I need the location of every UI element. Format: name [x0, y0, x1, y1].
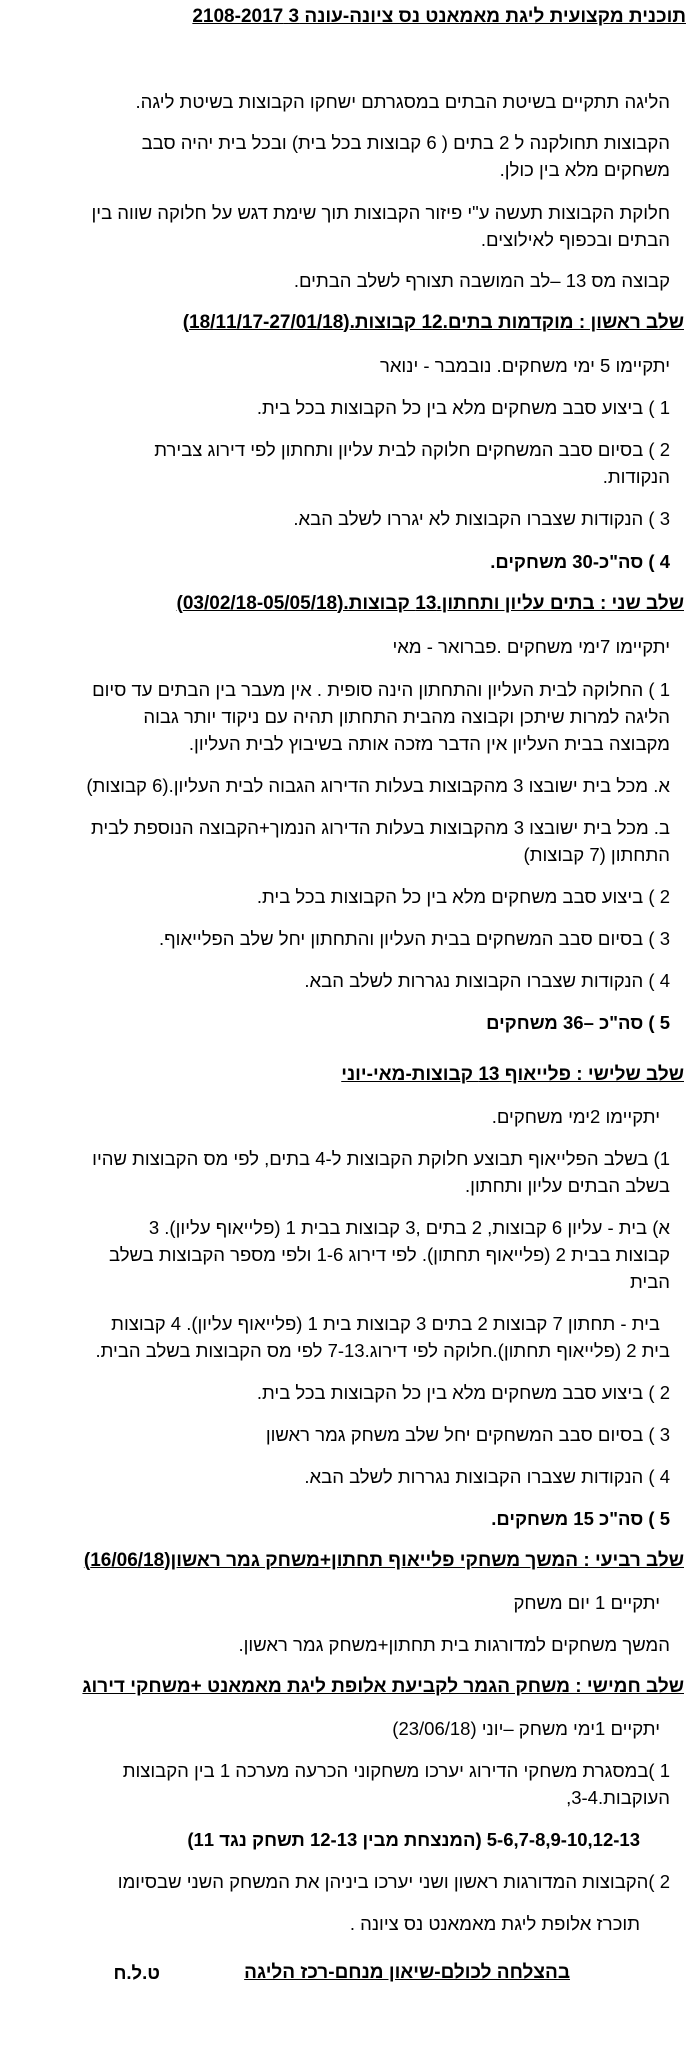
paragraph-line: יתקיימו 2ימי משחקים.	[491, 1106, 660, 1127]
stage-2-heading: שלב שני : בתים עליון ותחתון.13 קבוצות.(03/02/18-05/05/18)	[176, 593, 684, 614]
list-item: 4 ) הנקודות שצברו הקבוצות נגררות לשלב הבא.	[304, 1466, 670, 1487]
stage-3-heading: שלב שלישי : פלייאוף 13 קבוצות-מאי-יוני	[341, 1064, 684, 1085]
list-item: 1 )במסגרת משחקי הדירוג יערכו משחקוני הכרעה מערכה 1 בין הקבוצות	[122, 1760, 670, 1781]
list-item: 5 ) סה"כ –36 משחקים	[486, 1012, 670, 1033]
list-item: 5 ) סה"כ 15 משחקים.	[491, 1508, 670, 1529]
list-item: 2 ) בסיום סבב המשחקים חלוקה לבית עליון ותחתון לפי דירוג צבירת	[154, 439, 670, 460]
list-item: 3 ) בסיום סבב המשחקים יחל שלב משחק גמר ראשון	[265, 1424, 670, 1445]
paragraph-line: קבוצה מס 13 –לב המושבה תצורף לשלב הבתים.	[293, 270, 670, 291]
list-item: העוקבות.3-4,	[566, 1787, 670, 1808]
list-item: 1 ) החלוקה לבית העליון והתחתון הינה סופית . אין מעבר בין הבתים עד סיום	[92, 679, 670, 700]
signature: ט.ל.ח	[113, 1962, 160, 1983]
list-item: התחתון (7 קבוצות)	[523, 844, 670, 865]
paragraph-line: המשך משחקים למדורגות בית תחתון+משחק גמר ראשון.	[238, 1634, 670, 1655]
paragraph-line: משחקים מלא בין כולן.	[499, 159, 670, 180]
list-item: בשלב הבתים עליון ותחתון.	[465, 1175, 670, 1196]
list-item: בית - תחתון 7 קבוצות 2 בתים 3 קבוצות בית 1 (פלייאוף עליון). 4 קבוצות	[111, 1313, 660, 1334]
list-item: 2 )הקבוצות המדורגות ראשון ושני יערכו ביניהן את המשחק השני שבסיומו	[117, 1871, 670, 1892]
paragraph-line: יתקיים 1 יום משחק	[513, 1592, 660, 1613]
list-item: 4 ) הנקודות שצברו הקבוצות נגררות לשלב הבא.	[304, 970, 670, 991]
list-item: א. מכל בית ישובצו 3 מהקבוצות בעלות הדירוג הגבוה לבית העליון.(6 קבוצות)	[86, 775, 670, 796]
paragraph-line: הקבוצות תחולקנה ל 2 בתים ( 6 קבוצות בכל בית) ובכל בית יהיה סבב	[141, 132, 670, 153]
paragraph-line: יתקיימו 5 ימי משחקים. נובמבר - ינואר	[379, 355, 670, 376]
stage-4-heading: שלב רביעי : המשך משחקי פלייאוף תחתון+משחק גמר ראשון(16/06/18)	[83, 1550, 684, 1571]
list-item: 1 ) ביצוע סבב משחקים מלא בין כל הקבוצות בכל בית.	[256, 397, 670, 418]
document-title: תוכנית מקצועית ליגת מאמאנט נס ציונה-עונה 3 2108-2017	[192, 6, 686, 27]
list-item: הבית	[629, 1271, 670, 1292]
list-item: 2 ) ביצוע סבב משחקים מלא בין כל הקבוצות בכל בית.	[256, 886, 670, 907]
paragraph-line: הבתים ובכפוף לאילוצים.	[480, 229, 670, 250]
closing-line: בהצלחה לכולם-שיאון מנחם-רכז הליגה	[244, 1962, 570, 1983]
list-item: 4 ) סה"כ-30 משחקים.	[490, 551, 670, 572]
paragraph-line: יתקיימו 7ימי משחקים .פברואר - מאי	[392, 636, 670, 657]
list-item: 2 ) ביצוע סבב משחקים מלא בין כל הקבוצות בכל בית.	[256, 1382, 670, 1403]
paragraph-line: תוכרז אלופת ליגת מאמאנט נס ציונה .	[349, 1913, 640, 1934]
list-item: א) בית - עליון 6 קבוצות, 2 בתים ,3 קבוצות בבית 1 (פלייאוף עליון). 3	[148, 1217, 670, 1238]
list-item: הליגה למרות שיתכן וקבוצה מהבית התחתון תהיה עם ניקוד יותר גבוה	[143, 706, 670, 727]
list-item: 3 ) בסיום סבב המשחקים בבית העליון והתחתון יחל שלב הפלייאוף.	[159, 928, 670, 949]
paragraph-line: חלוקת הקבוצות תעשה ע"י פיזור הקבוצות תוך שימת דגש על חלוקה שווה בין	[91, 202, 670, 223]
list-item: הנקודות.	[602, 466, 670, 487]
list-item: מקבוצה בבית העליון אין הדבר מזכה אותה בשיבוץ לבית העליון.	[188, 733, 670, 754]
list-item: 1) בשלב הפלייאוף תבוצע חלוקת הקבוצות ל-4 בתים, לפי מס הקבוצות שהיו	[92, 1148, 670, 1169]
list-item: ב. מכל בית ישובצו 3 מהקבוצות בעלות הדירוג הנמוך+הקבוצה הנוספת לבית	[90, 817, 670, 838]
list-item: קבוצות בבית 2 (פלייאוף תחתון). לפי דירוג 1-6 ולפי מספר הקבוצות בשלב	[109, 1244, 670, 1265]
stage-5-heading: שלב חמישי : משחק הגמר לקביעת אלופת ליגת מאמאנט +משחקי דירוג	[82, 1676, 684, 1697]
list-item: 5-6,7-8,9-10,12-13 (המנצחת מבין 12-13 תשחק נגד 11)	[187, 1829, 640, 1850]
paragraph-line: הליגה תתקיים בשיטת הבתים במסגרתם ישחקו הקבוצות בשיטת ליגה.	[135, 91, 670, 112]
paragraph-line: יתקיים 1ימי משחק –יוני (23/06/18)	[392, 1718, 660, 1739]
stage-1-heading: שלב ראשון : מוקדמות בתים.12 קבוצות.(18/11/17-27/01/18)	[182, 312, 684, 333]
list-item: בית 2 (פלייאוף תחתון).חלוקה לפי דירוג.7-13 לפי מס הקבוצות בשלב הבית.	[95, 1340, 670, 1361]
list-item: 3 ) הנקודות שצברו הקבוצות לא יגררו לשלב הבא.	[293, 508, 670, 529]
